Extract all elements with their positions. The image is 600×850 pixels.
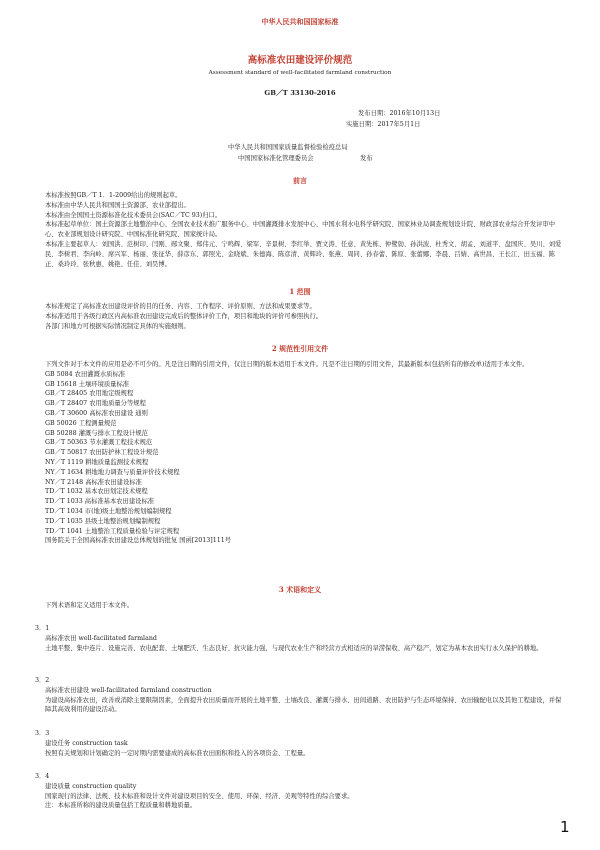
reference-item: GB／T 50363 节水灌溉工程技术规范 <box>45 439 153 447</box>
reference-item: GB 50288 灌溉与排水工程设计规范 <box>45 429 148 437</box>
term-number: 3．4 <box>35 773 50 780</box>
terms-intro-block <box>35 601 567 611</box>
scope-line: 各部门和地方可根据实际情况制定具体的实施细则。 <box>45 322 190 330</box>
reference-item: GB／T 50817 农田防护林工程设计规范 <box>45 449 159 457</box>
reference-item: GB 5084 农田灌溉水质标准 <box>45 370 126 378</box>
term-3-1 <box>35 624 567 653</box>
scope-line: 本标准适用于各级行政区内高标准农田建设完成后的整体评价工作，项目和地块的评价可参照执行。 <box>45 312 323 320</box>
term-definition: 土地平整、集中连片、设施完善、农电配套、土壤肥沃、生态良好、抗灾能力强，与现代农业生产和经营方式相适应的旱涝保收、高产稳产，划定为基本农田实行永久保护的耕地。 <box>45 644 543 652</box>
reference-item: TD／T 1035 县级土地整治规划编制规程 <box>45 517 161 525</box>
term-definition: 为建设高标准农田，改善或消除主要限制因素，全面提升农田质量而开展的土地平整、土壤改良、灌溉与排水、田间道路、农田防护与生态环境保持、农田输配电以及其他工程建设，并保障其高效利用的建设活动。 <box>45 696 562 714</box>
reference-item: TD／T 1041 土地整治工程质量检验与评定规程 <box>45 527 180 535</box>
drafting-organizations: 本标准起草单位：国土资源部土地整治中心、全国农业技术推广服务中心、中国灌溉排水发展中心、中国水利水电科学研究院、国家林业局调查规划设计院、财政部农业综合开发评审中心、农业部规划设计研究院、中国标准化研究院、国家统计局。 <box>45 221 556 239</box>
scope-line: 本标准规定了高标准农田建设评价的目的任务、内容、工作程序、评价原则、方法和成果要求等。 <box>45 303 316 310</box>
term-3-3 <box>35 729 567 758</box>
term-name: 建设任务 construction task <box>45 739 128 747</box>
reference-item: GB 50026 工程测量规范 <box>45 419 117 427</box>
reference-item: GB 15618 土壤环境质量标准 <box>45 380 130 388</box>
reference-item: 国务院关于全国高标准农田建设总体规划的批复 国函[2013]111号 <box>45 537 232 545</box>
term-number: 3．1 <box>35 625 50 632</box>
scope-heading: 1 范围 <box>289 287 311 296</box>
term-definition: 按照有关规划和计划确定的一定时期内需要建成的高标准农田面积和投入的各项资金、工程量。 <box>45 749 310 757</box>
reference-item: TD／T 1032 基本农田划定技术规程 <box>45 488 148 496</box>
term-number: 3．2 <box>35 677 50 684</box>
reference-item: GB／T 28405 农用地定级规程 <box>45 390 134 398</box>
issuer-line: 中华人民共和国国家标准 <box>261 17 339 26</box>
reference-item: TD／T 1034 市(地)级土地整治规划编制规程 <box>45 507 172 515</box>
term-3-2 <box>35 676 567 715</box>
foreword-line: 本标准由中华人民共和国国土资源部、农业部提出。 <box>45 201 190 209</box>
terms-intro: 下列术语和定义适用于本文件。 <box>45 602 134 609</box>
document-title: 高标准农田建设评价规范 <box>247 55 353 66</box>
reference-item: NY／T 1634 耕地地力调查与质量评价技术规程 <box>45 468 180 476</box>
term-name: 建设质量 construction quality <box>45 782 137 790</box>
foreword-body <box>35 191 567 269</box>
reference-item: TD／T 1033 高标准基本农田建设标准 <box>45 498 155 506</box>
references-body <box>35 360 567 546</box>
term-note: 注：本标准所称的建设质量包括工程质量和耕地质量。 <box>45 802 197 810</box>
foreword-heading: 前言 <box>293 176 307 185</box>
standard-code: GB／T 33130-2016 <box>264 89 336 97</box>
term-number: 3．3 <box>35 730 50 737</box>
reference-item: GB／T 30600 高标准农田建设 通则 <box>45 409 148 417</box>
reference-item: NY／T 1119 耕地质量监测技术规程 <box>45 458 149 466</box>
english-title: Assessment standard of well-facilitated farmland construction <box>208 70 392 76</box>
term-definition: 国家现行的法律、法规、技术标准和设计文件对建设项目的安全、使用、环保、经济、美观等特性的综合要求。 <box>45 792 354 800</box>
publisher-2: 中国国家标准化管理委员会 <box>238 155 314 162</box>
publisher-1: 中华人民共和国国家质量监督检验检疫总局 <box>228 144 348 151</box>
scope-body <box>35 302 567 331</box>
foreword-line: 本标准由全国国土资源标准化技术委员会(SAC／TC 93)归口。 <box>45 211 222 219</box>
term-name: 高标准农田 well-facilitated farmland <box>45 634 157 642</box>
foreword-line: 本标准按照GB／T 1．1-2009给出的规则起草。 <box>45 192 182 199</box>
references-intro: 下列文件对于本文件的应用是必不可少的。凡是注日期的引用文件，仅注日期的版本适用于本文件。凡是不注日期的引用文件，其最新版本(包括所有的修改单)适用于本文件。 <box>45 361 529 368</box>
drafting-authors: 本标准主要起草人：刘国洪、范树印、闫刚、郧文聚、郑伟元、宁鸣辉、梁军、辛景树、李红举、贾文涛、任意、黄先栋、仲鹭勍、孙洪波、杜秀文、胡孟、刘道平、盘国庆、吴川、刘爱民、李树君、李向岭、席兴军、杨丽、张征华、薛彦东、郭照光、金晓斌、朱德海、陈彦清、黄辉玲、张燕、周同、孙春蕾、陈原、张蕾娜、李晨、吕婧、高世昌、王长江、田玉福、陈正、桑玲玲、张秋惠、姚艳、任佳、刘昊博。 <box>45 240 562 268</box>
reference-item: GB／T 28407 农用地质量分等规程 <box>45 400 146 408</box>
release-date: 发布日期：2016年10月13日 <box>358 110 441 117</box>
publish-label: 发布 <box>360 155 373 162</box>
page-number: 1 <box>560 818 570 836</box>
term-3-4 <box>35 772 567 811</box>
implementation-date: 实施日期：2017年5月1日 <box>346 121 421 128</box>
terms-heading: 3 术语和定义 <box>278 585 322 594</box>
references-heading: 2 规范性引用文件 <box>271 344 329 353</box>
term-name: 高标准农田建设 well-facilitated farmland construction <box>45 686 212 694</box>
reference-item: NY／T 2148 高标准农田建设标准 <box>45 478 142 486</box>
